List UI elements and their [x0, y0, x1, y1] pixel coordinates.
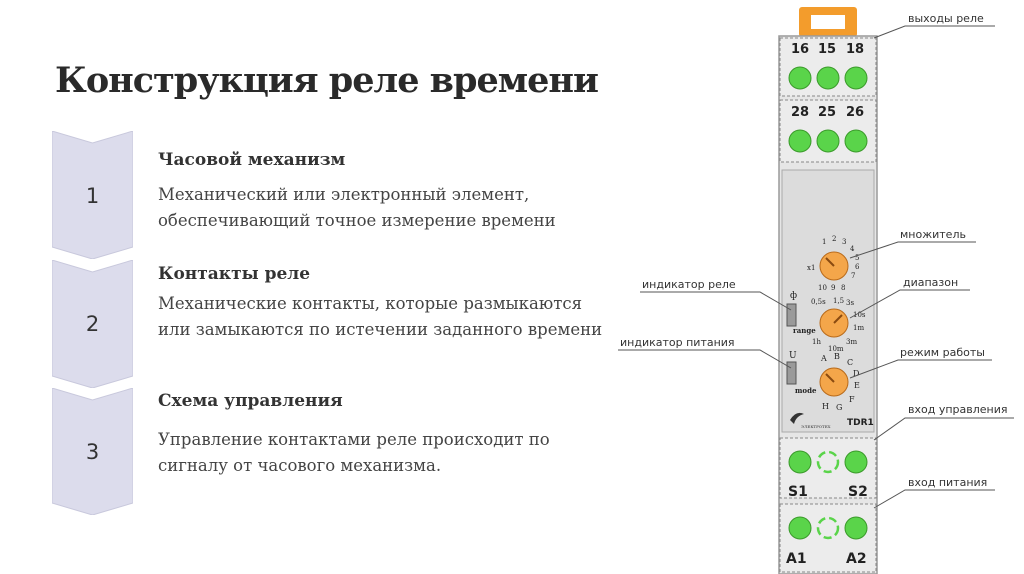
terminal-screw: [817, 67, 839, 89]
scale-mark: D: [853, 369, 860, 378]
terminal-label-26: 26: [846, 105, 865, 120]
terminal-label-a2: A2: [846, 551, 867, 567]
power-led-symbol: U: [789, 351, 797, 361]
step-number: 2: [85, 312, 100, 336]
terminal-screw: [789, 67, 811, 89]
scale-mark: 9: [831, 284, 836, 292]
din-clip: [799, 7, 857, 37]
relay-led-symbol: ф: [790, 291, 798, 301]
callout-relay-indicator: индикатор реле: [642, 278, 736, 291]
terminal-screw: [845, 67, 867, 89]
scale-mark: E: [854, 381, 860, 390]
callout-mode: режим работы: [900, 346, 985, 359]
callout-outputs: выходы реле: [908, 12, 984, 25]
callout-multiplier: множитель: [900, 228, 966, 241]
scale-mark: 0,5s: [811, 298, 826, 306]
scale-mark: H: [822, 402, 829, 411]
terminal-screw: [789, 517, 811, 539]
terminal-label-25: 25: [818, 105, 837, 120]
scale-mark: 3: [842, 238, 847, 246]
scale-mark: 3s: [846, 299, 855, 307]
callout-range: диапазон: [903, 276, 959, 289]
scale-mark: 8: [841, 284, 846, 292]
callout-power-indicator: индикатор питания: [620, 336, 735, 349]
terminal-label-18: 18: [846, 42, 865, 57]
scale-mark: 10s: [853, 311, 866, 319]
step-title-3: Схема управления: [158, 391, 343, 411]
callout-power-input: вход питания: [908, 476, 988, 489]
scale-mark: B: [834, 352, 840, 361]
terminal-label-a1: A1: [786, 551, 807, 567]
terminal-label-15: 15: [818, 42, 837, 57]
terminal-screw: [845, 517, 867, 539]
terminal-screw: [817, 130, 839, 152]
step-description-2: Механические контакты, которые размыкаются или замыкаются по истечении заданного времени: [158, 294, 603, 339]
multiplier-mark: x1: [807, 264, 816, 272]
mode-text: mode: [795, 386, 817, 395]
power-input-block: [780, 504, 876, 572]
scale-mark: 1m: [853, 324, 865, 332]
scale-mark: 1h: [812, 338, 821, 346]
output-block-second: [780, 100, 876, 162]
range-text: range: [793, 326, 816, 335]
scale-mark: G: [836, 403, 843, 412]
scale-mark: 4: [850, 245, 855, 253]
scale-mark: C: [847, 358, 854, 367]
step-number: 1: [85, 184, 100, 208]
scale-mark: 3m: [846, 338, 858, 346]
scale-mark: 10: [818, 284, 827, 292]
scale-mark: 10m: [828, 345, 844, 353]
step-title-2: Контакты реле: [158, 264, 311, 284]
terminal-label-s1: S1: [788, 484, 808, 500]
callout-control-input: вход управления: [908, 403, 1008, 416]
terminal-screw: [789, 130, 811, 152]
scale-mark: 6: [855, 263, 860, 271]
step-number: 3: [85, 440, 100, 464]
scale-mark: 5: [855, 254, 860, 262]
scale-mark: 2: [832, 235, 837, 243]
step-title-1: Часовой механизм: [158, 150, 346, 170]
scale-mark: A: [821, 354, 827, 363]
terminal-screw: [845, 130, 867, 152]
terminal-screw: [789, 451, 811, 473]
terminal-label-16: 16: [791, 42, 810, 57]
power-indicator-led: [787, 362, 796, 384]
control-input-block: [780, 438, 876, 500]
output-block-top: [780, 38, 876, 96]
step-description-3: Управление контактами реле происходит по сигналу от часового механизма.: [158, 430, 550, 475]
model-name: TDR1: [847, 418, 874, 428]
terminal-label-s2: S2: [848, 484, 868, 500]
slide-title: Конструкция реле времени: [55, 60, 598, 101]
terminal-screw: [845, 451, 867, 473]
scale-mark: 1,5: [833, 297, 845, 305]
terminal-label-28: 28: [791, 105, 810, 120]
brand-name: ЭЛЕКТРОТЕХ: [801, 424, 831, 429]
scale-mark: 7: [851, 272, 856, 280]
step-description-1: Механический или электронный элемент, обеспечивающий точное измерение времени: [158, 185, 556, 230]
relay-indicator-led: [787, 304, 796, 326]
scale-mark: 1: [822, 238, 827, 246]
scale-mark: F: [849, 395, 855, 404]
